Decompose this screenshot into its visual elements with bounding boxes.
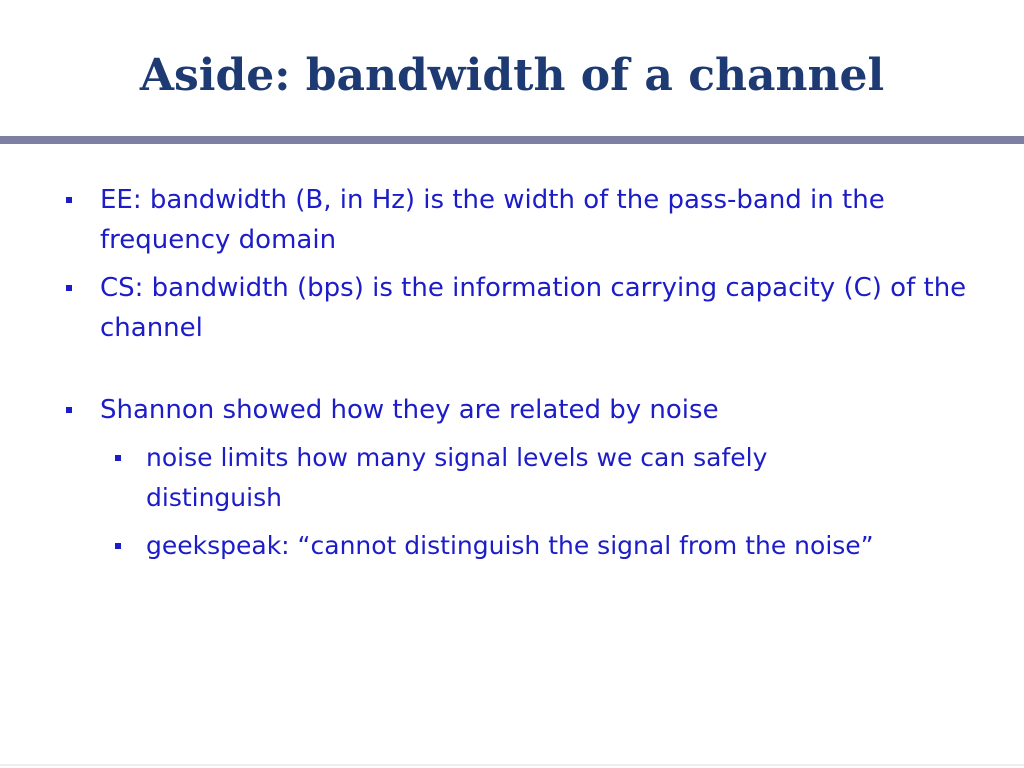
- bullet-text: Shannon showed how they are related by noise: [100, 395, 719, 425]
- sub-bullet-geekspeak: [0, 526, 886, 566]
- square-bullet-icon: [66, 197, 72, 203]
- square-bullet-icon: [115, 543, 121, 549]
- bullet-ee-bandwidth: [0, 180, 980, 260]
- square-bullet-icon: [66, 285, 72, 291]
- bullet-spacer: [0, 356, 1024, 390]
- square-bullet-icon: [66, 407, 72, 413]
- slide-title: Aside: bandwidth of a channel: [139, 50, 885, 101]
- sub-bullet-text: geekspeak: “cannot distinguish the signal from the noise”: [146, 531, 874, 560]
- title-divider: [0, 136, 1024, 144]
- bullet-cs-bandwidth: [0, 268, 980, 348]
- square-bullet-icon: [115, 455, 121, 461]
- sub-bullet-text: noise limits how many signal levels we can safely distinguish: [146, 443, 768, 512]
- bullet-list: [0, 180, 1024, 574]
- bullet-text: CS: bandwidth (bps) is the information carrying capacity (C) of the channel: [100, 273, 967, 343]
- bottom-divider: [0, 764, 1024, 766]
- sub-bullet-noise-limits: [0, 438, 886, 518]
- bullet-shannon: [0, 390, 980, 430]
- bullet-text: EE: bandwidth (B, in Hz) is the width of the pass-band in the frequency domain: [100, 185, 885, 255]
